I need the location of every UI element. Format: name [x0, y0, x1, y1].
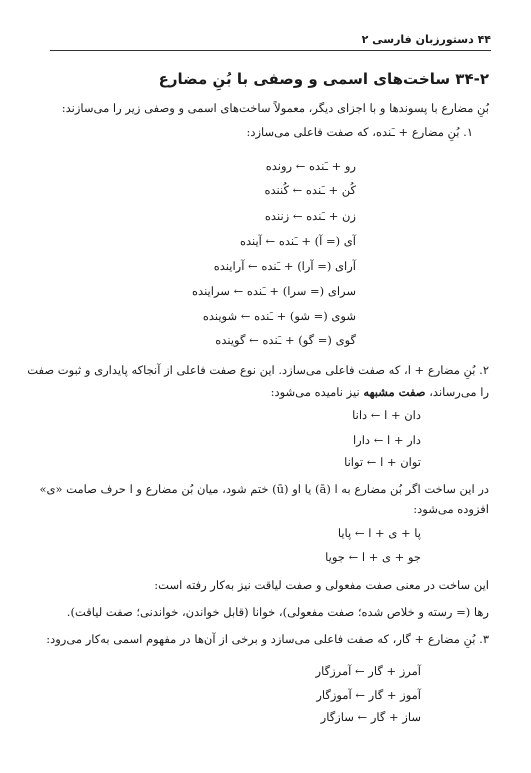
item-2-text: نیز نامیده می‌شود:: [270, 385, 360, 399]
item-2-heading: ۲. بُنِ مضارع + ا، که صفت فاعلی می‌سازد. این نوع صفت فاعلی از آنجاکه پایداری و ثبوت صفت: [27, 363, 489, 377]
item-3-example: آموز + گار ← آموزگار: [316, 688, 421, 702]
item-1-example: گوی (= گو) + ـَنده ← گوینده: [215, 333, 356, 347]
term-bold: صفت مشبهه: [363, 385, 426, 399]
item-2-example: دار + ا ← دارا: [352, 433, 421, 447]
intro-paragraph: بُنِ مضارع با پسوندها و با اجزای دیگر، معمولاً ساخت‌های اسمی و وصفی زیر را می‌سازند:: [61, 101, 489, 115]
item-1-example: آرای (= آرا) + ـَنده ← آراینده: [213, 259, 356, 273]
item-2-example: جو + ی + ا ← جویا: [325, 550, 421, 564]
section-heading: ۳۴-۲ ساخت‌های اسمی و وصفی با بُنِ مضارع: [158, 70, 489, 88]
item-1-example: آی (= آ) + ـَنده ← آینده: [239, 234, 356, 248]
item-2-note: رها (= رسته و خلاص شده؛ صفت مفعولی)، خوانا (قابل خواندن، خواندنی؛ صفت لیاقت).: [66, 605, 489, 619]
item-2-example: پا + ی + ا ← پایا: [337, 526, 421, 540]
item-3-example: ساز + گار ← سازگار: [320, 710, 421, 724]
item-1-heading: ۱. بُنِ مضارع + ـَنده، که صفت فاعلی می‌سازد:: [246, 125, 473, 139]
item-1-example: رو + ـَنده ← رونده: [265, 159, 356, 173]
item-2-example: دان + ا ← دانا: [352, 408, 421, 422]
item-1-example: زن + ـَنده ← زننده: [264, 209, 356, 223]
item-2-heading-cont: [271, 385, 489, 400]
item-2-example: توان + ا ← توانا: [344, 455, 421, 469]
item-1-example: شوی (= شو) + ـَنده ← شوینده: [202, 309, 356, 323]
item-3-heading: ۳. بُنِ مضارع + گار، که صفت فاعلی می‌سازد و برخی از آن‌ها در مفهوم اسمی به‌کار می‌رود:: [46, 632, 489, 646]
item-3-example: آمرز + گار ← آمرزگار: [315, 664, 421, 678]
running-header: ۴۴ دستورزبان فارسی ۲: [361, 33, 491, 46]
item-1-example: کُن + ـَنده ← کُننده: [264, 183, 356, 197]
item-2-text: را می‌رساند،: [429, 385, 489, 399]
item-2-note: در این ساخت اگر بُن مضارع به ا (ā) یا او (ū) ختم شود، میان بُن مضارع و ا حرف صامت «ی»: [39, 482, 489, 496]
item-1-example: سرای (= سرا) + ـَنده ← سراینده: [192, 284, 356, 298]
item-2-note: این ساخت در معنی صفت مفعولی و صفت لیاقت نیز به‌کار رفته است:: [154, 578, 489, 592]
item-2-note-cont: افزوده می‌شود:: [413, 502, 489, 516]
page-header: [50, 30, 491, 51]
